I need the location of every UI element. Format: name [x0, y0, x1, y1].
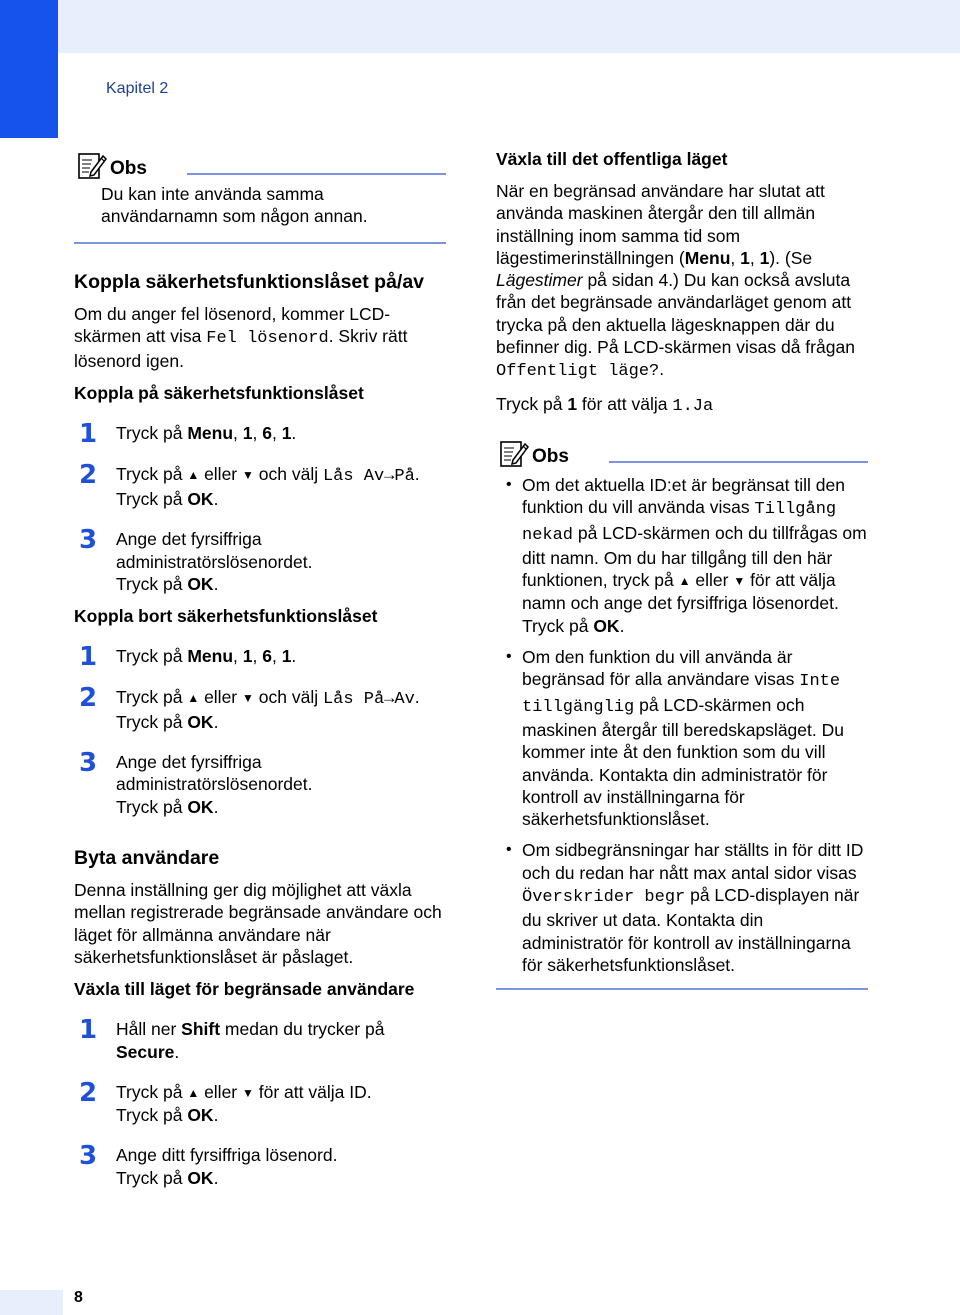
- step-text: Tryck på ▲ eller ▼ för att välja ID. Tryck på OK.: [116, 1081, 372, 1126]
- subsection-title-lock-on: Koppla på säkerhetsfunktionslåset: [74, 383, 364, 404]
- step-text: Tryck på Menu, 1, 6, 1.: [116, 646, 297, 667]
- step: [74, 459, 446, 511]
- step: [74, 1141, 446, 1189]
- step-number: 2: [78, 459, 98, 490]
- section-title-security-lock: Koppla säkerhetsfunktionslåset på/av: [74, 270, 425, 293]
- chapter-tab-marker: [0, 0, 58, 138]
- note-pencil-icon: [499, 438, 529, 468]
- note-bullet: [496, 646, 868, 830]
- note-rule: [609, 461, 868, 463]
- up-arrow-icon: ▲: [187, 1085, 200, 1100]
- bullet-text: • Om sidbegränsningar har ställts in för ditt ID och du redan har nått max antal sidor visas Överskrider begr på LCD-displayen när du skriver ut data. Kontakta din administratör för kontroll av inställningarna för säkerhetsfunktionslåset.: [522, 840, 864, 975]
- bullet-text: • Om det aktuella ID:et är begränsat till den funktion du vill använda visas Tillgång nekad på LCD-skärmen och du tillfrågas om ditt namn. Om du har tillgång till den här funktionen, tryck på ▲ eller ▼ för att välja namn och ange det fyrsiffriga lösenordet. Tryck på OK.: [522, 474, 867, 636]
- step-text: Ange det fyrsiffriga administratörslösenordet. Tryck på OK.: [116, 529, 313, 594]
- obs-note: [74, 150, 446, 244]
- left-column: [74, 150, 446, 1189]
- public-mode-instruction: Tryck på 1 för att välja 1.Ja: [496, 393, 714, 416]
- security-lock-intro: Om du anger fel lösenord, kommer LCD-skärmen att visa Fel lösenord. Skriv rätt lösenord igen.: [74, 303, 408, 372]
- note-rule-bottom: [496, 988, 868, 990]
- step: [74, 419, 446, 450]
- step-number: 3: [78, 1141, 98, 1172]
- page-number: 8: [74, 1289, 83, 1306]
- note-title: Obs: [110, 158, 147, 179]
- right-column: [496, 148, 868, 990]
- step: [74, 682, 446, 734]
- header-band: [0, 0, 960, 53]
- public-mode-text: När en begränsad användare har slutat att använda maskinen återgår den till allmän inställning inom samma tid som lägestimerinställningen (Menu, 1, 1). (Se Lägestimer på sidan 4.) Du kan också avsluta från det begränsade användarläget genom att trycka på den aktuella lägesknappen där du befinner dig. På LCD-skärmen visas då frågan Offentligt läge?.: [496, 181, 855, 382]
- step: [74, 748, 446, 818]
- subsection-title-public-mode: Växla till det offentliga läget: [496, 149, 728, 169]
- step-text: Håll ner Shift medan du trycker på Secure.: [116, 1019, 385, 1062]
- step-text: Ange ditt fyrsiffriga lösenord. Tryck på OK.: [116, 1145, 338, 1188]
- note-text: Du kan inte använda samma användarnamn som någon annan.: [101, 184, 368, 227]
- step-number: 2: [78, 1077, 98, 1108]
- step-text: Ange det fyrsiffriga administratörslösenordet. Tryck på OK.: [116, 752, 313, 817]
- step-number: 3: [78, 525, 98, 556]
- chapter-label: Kapitel 2: [106, 80, 169, 97]
- note-rule-bottom: [74, 242, 446, 244]
- step: [74, 525, 446, 595]
- note-bullet: [496, 474, 868, 637]
- step-number: 1: [78, 419, 98, 450]
- obs-note: [496, 438, 868, 990]
- note-rule: [187, 173, 446, 175]
- step-text: Tryck på ▲ eller ▼ och välj Lås Av→På. Tryck på OK.: [116, 463, 420, 510]
- step: [74, 642, 446, 673]
- step: [74, 1077, 446, 1127]
- bullet-text: • Om den funktion du vill använda är begränsad för alla användare visas Inte tillgänglig på LCD-skärmen och maskinen återgår till beredskapsläget. Du kommer inte åt den funktion som du vill använda. Kontakta din administratör för kontroll av inställningarna för säkerhetsfunktionslåset.: [522, 647, 844, 830]
- section-title-switch-user: Byta användare: [74, 847, 220, 870]
- up-arrow-icon: ▲: [678, 574, 691, 589]
- note-bullet: [496, 839, 868, 976]
- footer-band: [0, 1290, 63, 1315]
- up-arrow-icon: ▲: [187, 467, 200, 482]
- step-number: 1: [78, 642, 98, 673]
- step-number: 1: [78, 1015, 98, 1046]
- note-pencil-icon: [77, 150, 107, 180]
- down-arrow-icon: ▼: [733, 574, 746, 589]
- down-arrow-icon: ▼: [242, 690, 254, 705]
- step-text: Tryck på ▲ eller ▼ och välj Lås På→Av. Tryck på OK.: [116, 686, 420, 732]
- up-arrow-icon: ▲: [187, 690, 200, 705]
- step-number: 2: [78, 682, 98, 713]
- switch-user-intro: Denna inställning ger dig möjlighet att växla mellan registrerade begränsade användare och läget för allmänna användare när säkerhetsfunktionslåset är påslaget.: [74, 880, 442, 967]
- subsection-title-restricted-mode: Växla till läget för begränsade användare: [74, 979, 415, 1000]
- step: [74, 1015, 446, 1063]
- note-title: Obs: [532, 445, 569, 467]
- down-arrow-icon: ▼: [242, 467, 254, 482]
- step-text: Tryck på Menu, 1, 6, 1.: [116, 423, 297, 444]
- subsection-title-lock-off: Koppla bort säkerhetsfunktionslåset: [74, 606, 378, 627]
- down-arrow-icon: ▼: [242, 1085, 254, 1100]
- step-number: 3: [78, 748, 98, 779]
